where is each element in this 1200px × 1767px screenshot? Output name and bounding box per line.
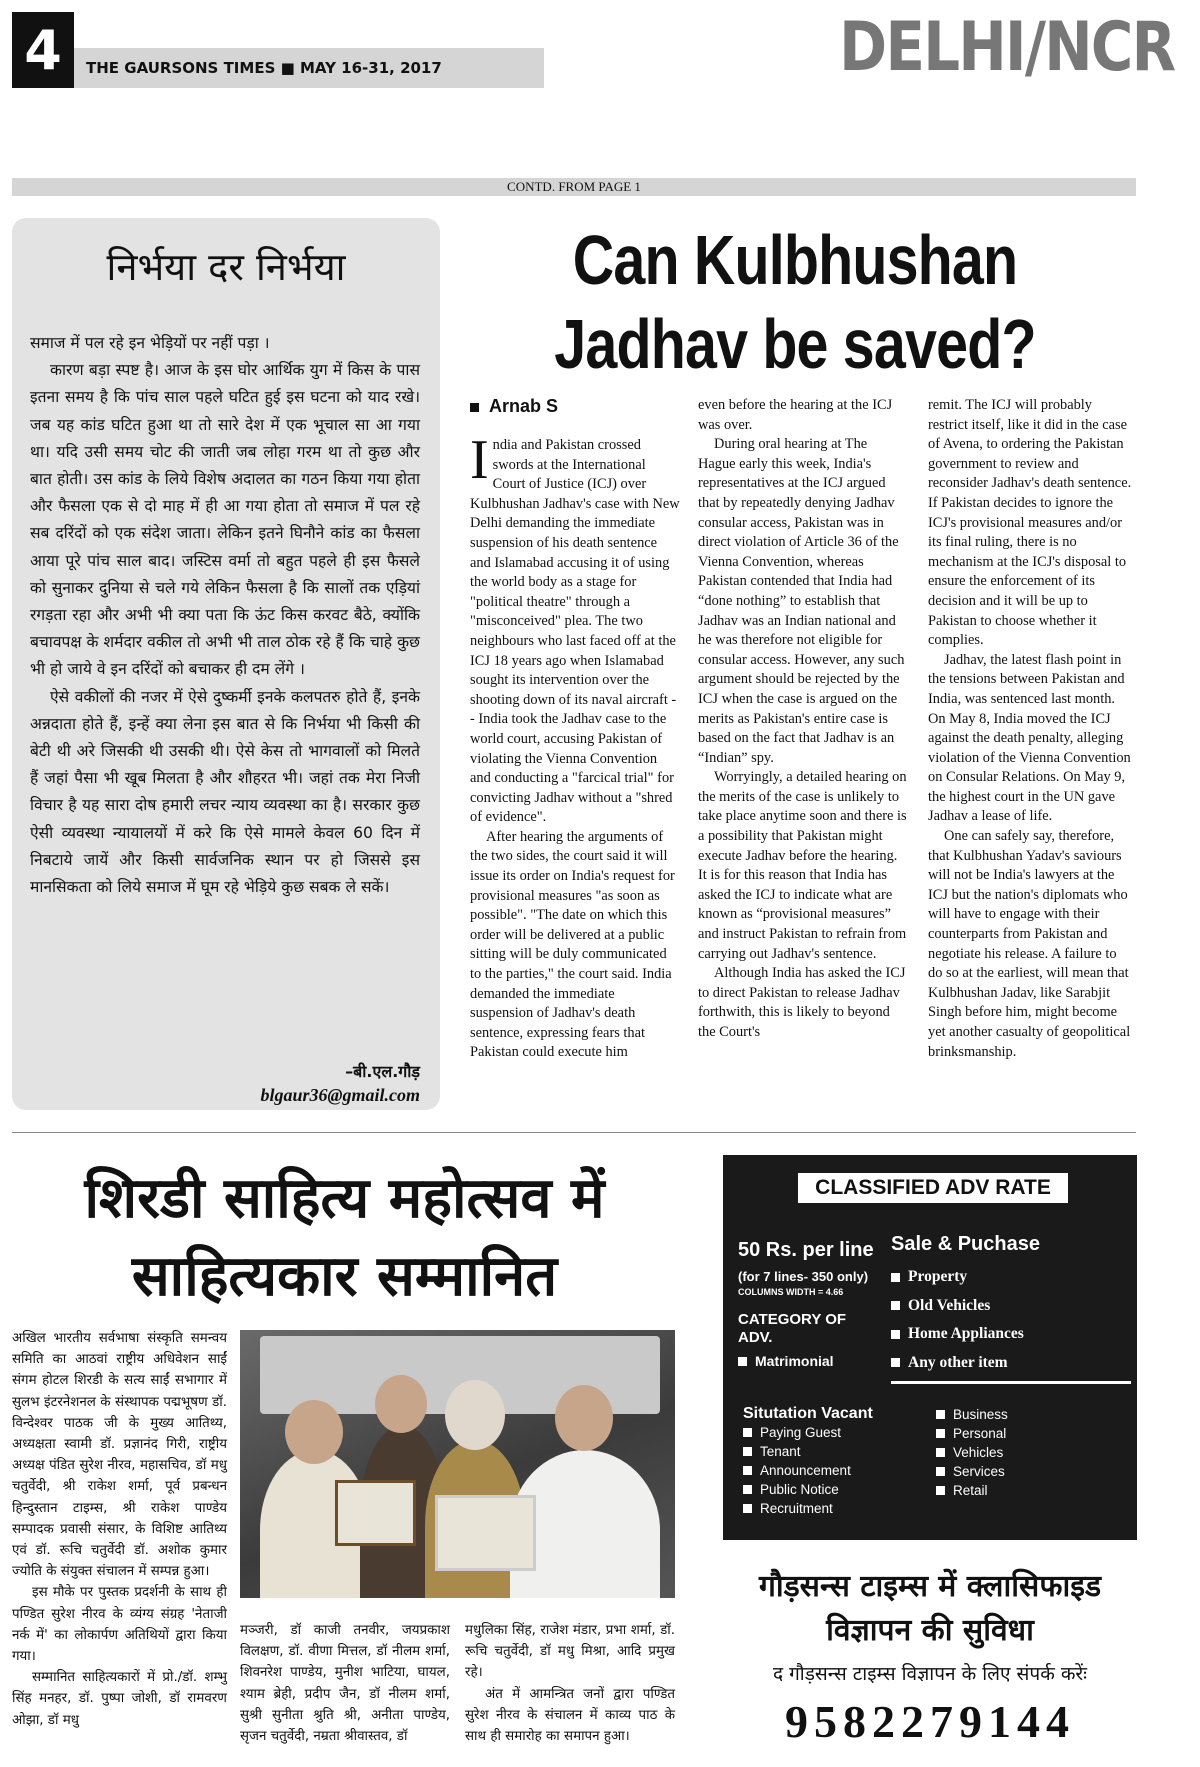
bullet-icon xyxy=(470,403,479,412)
situation-item-label: Announcement xyxy=(760,1463,851,1478)
person-head xyxy=(375,1375,427,1433)
other-item xyxy=(936,1443,1008,1462)
drop-cap: I xyxy=(470,429,489,491)
article-paragraph: After hearing the arguments of the two sides, the court said it will issue its order on India's request for provisional measures "as soon as possible". "The date on which this order will be delivered at a public sitting will be duly communicated to the parties," the court said. India demanded the immediate suspension of Jadhav's death sentence, expressing fears that Pakistan could execute him xyxy=(470,828,675,1061)
article-paragraph: remit. The ICJ will probably restrict itself, like it did in the case of Avena, to ordering the Pakistan government to review and reconsider Jadhav's death sentence. If Pakistan decides to ignore the ICJ's provisional measures and/or its final ruling, there is no mechanism at the ICJ's disposal to ensure the enforcement of its decision and it will be up to Pakistan to choose whether it complies. xyxy=(928,397,1132,649)
festival-paragraph: मधुलिका सिंह, राजेश मंडार, प्रभा शर्मा, डॉ. रूचि चतुर्वेदी, डॉ मधु मिश्रा, आदि प्रमुख रहे। xyxy=(465,1623,675,1681)
article-paragraph xyxy=(470,429,680,828)
classified-title: CLASSIFIED ADV RATE xyxy=(798,1173,1068,1203)
award-ceremony-photo xyxy=(240,1330,675,1598)
bullet-icon xyxy=(743,1485,752,1494)
category-item-label: Matrimonial xyxy=(755,1353,834,1369)
contact-line: द गौड़सन्स टाइम्स विज्ञापन के लिए संपर्क करेंः xyxy=(772,1663,1088,1685)
sale-item xyxy=(891,1263,1024,1292)
bullet-icon xyxy=(936,1486,945,1495)
certificate xyxy=(435,1495,536,1571)
festival-paragraph: अखिल भारतीय सर्वभाषा संस्कृति समन्वय समिति का आठवां राष्ट्रीय अधिवेशन साईं संगम होटल शिरडी के सत्य साईं सभागार में सुलभ इंटरनेशनल के संस्थापक पद्मभूषण डॉ. विन्देश्वर पाठक जी के मुख्य आतिथ्य, अध्यक्षता स्वामी डॉ. प्रज्ञानंद गिरी, राष्ट्रीय अध्यक्ष पंडित सुरेश नीरव, महासचिव, डॉ मधु चतुर्वेदी, श्री राकेश शर्मा, पूर्व प्रबन्धन हिन्दुस्तान टाइम्स, श्री राकेश पाण्डेय सम्पादक प्रवासी संसार, के विशिष्ट आतिथ्य एवं डॉ. रूचि चतुर्वेदी डॉ. अशोक कुमार ज्योति के संयुक्त संचालन में सम्पन्न हुआ। xyxy=(12,1331,227,1580)
rate-note: (for 7 lines- 350 only) xyxy=(738,1269,869,1284)
festival-paragraph: अंत में आमन्त्रित जनों द्वारा पण्डित सुरेश नीरव के संचालन में काव्य पाठ के साथ ही समारोह का समापन हुआ। xyxy=(465,1686,675,1745)
sale-item xyxy=(891,1320,1024,1349)
other-item xyxy=(936,1462,1008,1481)
bullet-icon xyxy=(743,1466,752,1475)
columns-width: COLUMNS WIDTH = 4.66 xyxy=(738,1287,844,1297)
person-head xyxy=(555,1385,613,1451)
bullet-icon xyxy=(936,1467,945,1476)
category-item xyxy=(738,1353,834,1369)
festival-headline: शिरडी साहित्य महोत्सव में साहित्यकार सम्मानित xyxy=(84,1166,605,1309)
article-paragraph: even before the hearing at the ICJ was over. xyxy=(698,397,893,433)
article-paragraph: During oral hearing at The Hague early this week, India's representatives at the ICJ argued that by repeatedly denying Jadhav consular access, Pakistan was in direct violation of Article 36 of the Vienna Convention, whereas Pakistan contended that India had “done nothing” to establish that Jadhav was an Indian national and he was therefore not eligible for consular access. However, any such argument should be rejected by the ICJ when the case is argued on the merits as Pakistan's entire case is based on the fact that Jadhav is an “Indian” spy. xyxy=(698,436,905,766)
person-head xyxy=(445,1380,505,1450)
situation-item xyxy=(743,1480,851,1499)
bullet-icon xyxy=(936,1410,945,1419)
other-item xyxy=(936,1405,1008,1424)
bullet-icon xyxy=(743,1428,752,1437)
festival-column-3 xyxy=(465,1620,675,1747)
sale-item-label: Property xyxy=(908,1268,968,1285)
other-item-label: Services xyxy=(953,1464,1005,1479)
festival-column-2 xyxy=(240,1620,450,1747)
other-list xyxy=(936,1405,1008,1500)
sale-item-label: Any other item xyxy=(908,1353,1008,1371)
sale-item-label: Old Vehicles xyxy=(908,1296,991,1314)
other-item xyxy=(936,1481,1008,1500)
situation-item xyxy=(743,1423,851,1442)
rate-text: 50 Rs. per line xyxy=(738,1239,874,1261)
author-email: blgaur36@gmail.com xyxy=(260,1085,420,1105)
sale-list xyxy=(891,1263,1024,1377)
situation-item xyxy=(743,1442,851,1461)
festival-paragraph: मञ्जरी, डॉ काजी तनवीर, जयप्रकाश विलक्षण, डॉ. वीणा मित्तल, डॉ नीलम शर्मा, शिवनरेश पाण्डेय, मुनीश भाटिया, घायल, श्याम ब्रेही, प्रदीप जैन, डॉ नीलम शर्मा, सुश्री सुनीता श्रुति श्री, अनीता पाण्डेय, सृजन चतुर्वेदी, नम्रता श्रीवास्तव, डॉ xyxy=(240,1623,450,1745)
article-byline xyxy=(470,396,558,417)
situation-item-label: Tenant xyxy=(760,1444,801,1459)
bullet-icon xyxy=(891,1301,900,1310)
section-title: DELHI/NCR xyxy=(838,8,1174,87)
other-item-label: Vehicles xyxy=(953,1445,1004,1460)
situation-item-label: Recruitment xyxy=(760,1501,833,1516)
other-item-label: Personal xyxy=(953,1426,1007,1441)
opinion-paragraph: समाज में पल रहे इन भेड़ियों पर नहीं पड़ा । xyxy=(30,334,270,352)
festival-paragraph: सम्मानित साहित्यकारों में प्रो./डॉ. शम्भु सिंह मनहर, डॉ. पुष्पा जोशी, डॉ रामवरण ओझा, डॉ मधु xyxy=(12,1670,227,1728)
article-column-2 xyxy=(698,396,908,1043)
section-divider xyxy=(12,1132,1136,1133)
bullet-icon xyxy=(891,1273,900,1282)
situation-item xyxy=(743,1499,851,1518)
other-item-label: Retail xyxy=(953,1483,988,1498)
paper-info: THE GAURSONS TIMES ■ MAY 16-31, 2017 xyxy=(74,48,544,88)
person-head xyxy=(285,1400,343,1464)
sale-item-label: Home Appliances xyxy=(908,1325,1024,1342)
bullet-icon xyxy=(936,1448,945,1457)
opinion-title: निर्भया दर निर्भया xyxy=(106,245,346,289)
certificate xyxy=(335,1480,416,1546)
opinion-paragraph: ऐसे वकीलों की नजर में ऐसे दुष्कर्मी इनके कलपतरु होते हैं, इनके अन्नदाता होते हैं, इन्हें क्या लेना इस बात से कि निर्भया भी किसी की बेटी थी अरे जिसकी थी उसकी थी। ऐसे केस तो भागवालों को मिलते हैं जहां पैसा भी खूब मिलता है और शौहरत भी। जहां तक मेरा निजी विचार है यह सारा दोष हमारी लचर न्याय व्यवस्था का है। सरकार कुछ ऐसी व्यवस्था न्यायालयों में करे कि ऐसे मामले केवल 60 दिन में निबटाये जायें और किसी सार्वजनिक स्थान पर हो जिससे इस मानसिकता को लिये समाज में घूम रहे भेड़िये कुछ सबक ले सकें। xyxy=(30,687,420,897)
situation-item xyxy=(743,1461,851,1480)
phone-number: 9582279144 xyxy=(785,1696,1075,1747)
byline-name: Arnab S xyxy=(489,396,559,416)
bullet-icon xyxy=(891,1358,900,1367)
bullet-icon xyxy=(738,1357,747,1366)
article-paragraph: Worryingly, a detailed hearing on the merits of the case is unlikely to take place anytime soon and there is a possibility that Pakistan might execute Jadhav before the hearing. It is for this reason that India has asked the ICJ to indicate what are known as “provisional measures” and instruct Pakistan to refrain from carrying out Jadhav's sentence. xyxy=(698,769,907,962)
author-signature: –बी.एल.गौड़ xyxy=(345,1062,420,1081)
situation-item-label: Public Notice xyxy=(760,1482,839,1497)
ad-divider xyxy=(891,1381,1131,1384)
opinion-paragraph: कारण बड़ा स्पष्ट है। आज के इस घोर आर्थिक युग में किस के पास इतना समय है कि पांच साल पहले घटित हुई इस घटना को याद रखे। जब यह कांड घटित हुआ था तो सारे देश में एक भूचाल सा आ गया था। यदि उसी समय चोट की जाती जब लोहा गरम था तो कुछ और बात होती। उस कांड के लिये विशेष अदालत का गठन किया गया होता और फैसला एक से दो माह में ही आ गया होता तो समाज में पल रहे सब दरिंदों को एक संदेश जाता। लेकिन इतने घिनौने कांड का फैसला आया पूरे पांच साल बाद। जस्टिस वर्मा तो बहुत पहले ही इस फैसले को सुनाकर दुनिया से चले गये लेकिन फैसला है कि सालों तक एड़ियां रगड़ता रहा और अभी भी क्या पता कि ऊंट किस करवट बैठे, क्योंकि बचावपक्ष के शर्मदार वकील तो अभी भी ताल ठोक रहे हैं कि चाहे कुछ भी हो जाये वे इन दरिंदों को बचाकर ही दम लेंगे । xyxy=(30,361,420,679)
situation-title: Situtation Vacant xyxy=(743,1405,873,1422)
sale-item xyxy=(891,1292,1024,1321)
festival-paragraph: इस मौके पर पुस्तक प्रदर्शनी के साथ ही पण्डित सुरेश नीरव के व्यंग्य संग्रह 'नेताजी नर्क में' का लोकार्पण अतिथियों द्वारा किया गया। xyxy=(12,1585,227,1665)
classified-ad-box xyxy=(723,1155,1137,1540)
bullet-icon xyxy=(743,1447,752,1456)
article-headline: Can Kulbhushan Jadhav be saved? xyxy=(554,221,1036,383)
opinion-body xyxy=(30,330,420,901)
article-text: ndia and Pakistan crossed swords at the International Court of Justice (ICJ) over Kulbhushan Jadhav's case with New Delhi demanding the immediate suspension of his death sentence and Islamabad accusing it of using the world body as a stage for "political theatre" through a "misconceived" plea. The two neighbours who last faced off at the ICJ 18 years ago when Islamabad sought its intervention over the shooting down of its naval aircraft -- India took the Jadhav case to the world court, accusing Pakistan of violating the Vienna Convention and conducting a "farcical trial" for convicting Jadhav without a "shred of evidence". xyxy=(470,437,680,826)
article-column-1 xyxy=(470,429,680,1063)
festival-column-1 xyxy=(12,1328,227,1731)
bullet-icon xyxy=(936,1429,945,1438)
other-item-label: Business xyxy=(953,1407,1008,1422)
category-label: CATEGORY OF ADV. xyxy=(738,1311,847,1346)
situation-item-label: Paying Guest xyxy=(760,1425,842,1440)
situation-list xyxy=(743,1423,851,1518)
continued-banner: CONTD. FROM PAGE 1 xyxy=(12,178,1136,196)
bullet-icon xyxy=(743,1504,752,1513)
article-paragraph: One can safely say, therefore, that Kulbhushan Yadav's saviours will not be India's lawyers at the ICJ but the nation's diplomats who will have to engage with their counterparts from Pakistan and negotiate his release. A failure to do so at the earliest, will mean that Kulbhushan Jadav, like Sarabjit Singh before him, might become yet another casualty of geopolitical brinksmanship. xyxy=(928,828,1131,1060)
page-number: 4 xyxy=(12,12,74,88)
other-item xyxy=(936,1424,1008,1443)
sale-item xyxy=(891,1349,1024,1378)
sale-title: Sale & Puchase xyxy=(891,1233,1040,1255)
article-paragraph: Although India has asked the ICJ to direct Pakistan to release Jadhav forthwith, this is likely to beyond the Court's xyxy=(698,965,906,1040)
article-column-3 xyxy=(928,396,1133,1062)
classified-hindi-heading: गौड़सन्स टाइम्स में क्लासिफाइड विज्ञापन की सुविधा xyxy=(758,1569,1102,1648)
article-paragraph: Jadhav, the latest flash point in the tensions between Pakistan and India, was sentenced last month. On May 8, India moved the ICJ against the death penalty, alleging violation of the Vienna Convention on Consular Relations. On May 9, the highest court in the UN gave Jadhav a lease of life. xyxy=(928,651,1131,825)
bullet-icon xyxy=(891,1330,900,1339)
